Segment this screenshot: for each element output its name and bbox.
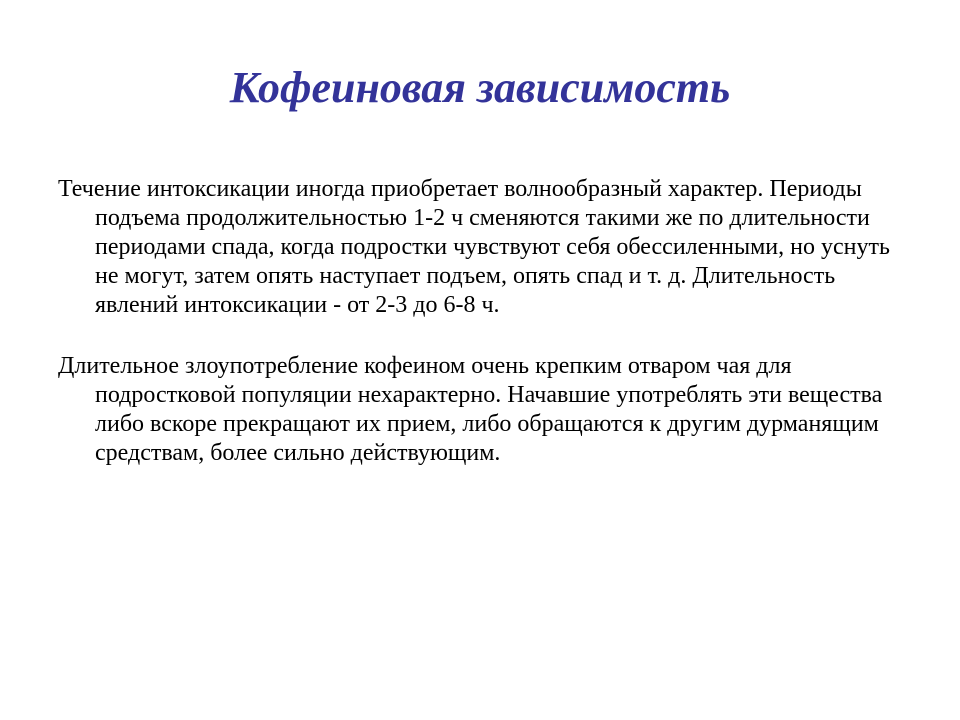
paragraph-caffeine-abuse: Длительное злоупотребление кофеином очень крепким отваром чая для подростковой популяции нехарактерно. Начавшие употреблять эти вещества либо вскоре прекращают их прием, либо обращаются к другим дурманящим средствам, более сильно действующим. — [58, 353, 883, 466]
paragraph-intoxication-course: Течение интоксикации иногда приобретает волнообразный характер. Периоды подъема продолжительностью 1-2 ч сменяются такими же по длительности периодами спада, когда подростки чувствуют себя обессиленными, но уснуть не могут, затем опять наступает подъем, опять спад и т. д. Длительность явлений интоксикации - от 2-3 до 6-8 ч. — [58, 176, 890, 318]
slide-title: Кофеиновая зависимость — [229, 63, 731, 112]
slide-body — [58, 175, 898, 468]
